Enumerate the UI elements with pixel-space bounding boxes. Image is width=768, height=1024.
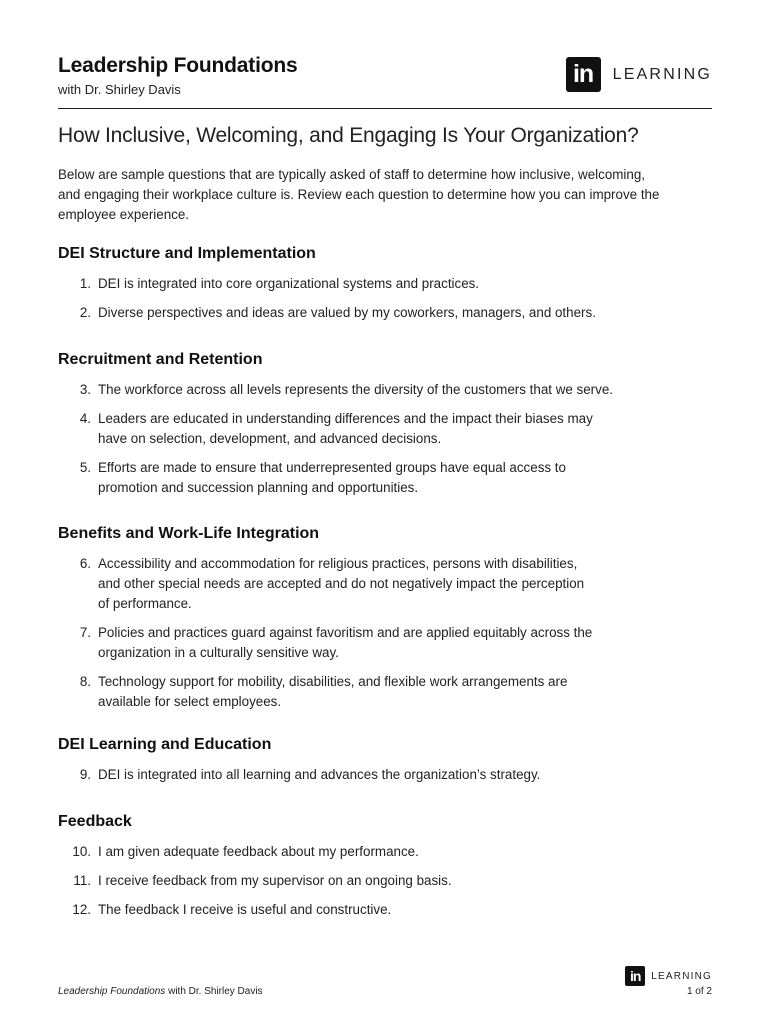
question-text: I receive feedback from my supervisor on an ongoing basis.: [98, 873, 452, 888]
question-number: 10.: [72, 844, 91, 859]
page-number: 1 of 2: [686, 986, 712, 997]
logo-wordmark: LEARNING: [651, 970, 712, 982]
footer-course-credit: [58, 986, 263, 997]
question-text: The workforce across all levels represents the diversity of the customers that we serve.: [98, 382, 614, 397]
section-feedback: [58, 813, 712, 929]
question-text: Efforts are made to ensure that underrepresented groups have equal access to promotion and succession planning and opportunities.: [98, 460, 566, 495]
question-number: 4.: [79, 411, 91, 426]
section-dei-structure: [58, 245, 712, 332]
question-number: 12.: [72, 902, 91, 917]
question-item: [58, 409, 712, 449]
question-item: [58, 623, 712, 663]
section-benefits: [58, 525, 712, 721]
section-recruitment: [58, 351, 712, 507]
question-text: Leaders are educated in understanding differences and the impact their biases may have on selection, development, and advanced decisions.: [98, 411, 593, 446]
question-item: [58, 458, 712, 498]
question-number: 1.: [79, 276, 91, 291]
question-item: [58, 842, 712, 862]
question-text: DEI is integrated into all learning and advances the organization’s strategy.: [98, 767, 541, 782]
instructor-line: with Dr. Shirley Davis: [58, 82, 181, 97]
question-number: 2.: [79, 305, 91, 320]
section-heading: DEI Learning and Education: [58, 736, 272, 753]
logo-wordmark: LEARNING: [612, 65, 712, 83]
question-number: 9.: [79, 767, 91, 782]
course-title: Leadership Foundations: [58, 54, 298, 77]
question-number: 11.: [73, 873, 91, 888]
page-title: How Inclusive, Welcoming, and Engaging Is Your Organization?: [58, 124, 639, 147]
question-text: Policies and practices guard against favoritism and are applied equitably across the organization in a culturally sensitive way.: [98, 625, 593, 660]
question-item: [58, 274, 712, 294]
linkedin-in-icon: in: [566, 57, 601, 92]
question-text: The feedback I receive is useful and constructive.: [98, 902, 392, 917]
footer-course-title: Leadership Foundations: [58, 986, 166, 997]
question-text: Diverse perspectives and ideas are valued by my coworkers, managers, and others.: [98, 305, 596, 320]
question-text: I am given adequate feedback about my performance.: [98, 844, 419, 859]
question-text: Accessibility and accommodation for religious practices, persons with disabilities, and other special needs are accepted and do not negatively impact the perception of performance.: [98, 556, 585, 611]
linkedin-learning-logo: [566, 57, 712, 92]
page-header: [58, 54, 712, 109]
footer-linkedin-learning-logo: [625, 966, 712, 986]
question-number: 3.: [79, 382, 91, 397]
question-item: [58, 871, 712, 891]
linkedin-in-icon: in: [625, 966, 645, 986]
section-heading: Recruitment and Retention: [58, 351, 263, 368]
section-dei-learning: [58, 736, 712, 794]
section-heading: Feedback: [58, 813, 132, 830]
footer-instructor: with Dr. Shirley Davis: [165, 986, 263, 997]
question-item: [58, 672, 712, 712]
question-number: 5.: [79, 460, 91, 475]
question-item: [58, 303, 712, 323]
question-number: 8.: [79, 674, 91, 689]
question-text: Technology support for mobility, disabilities, and flexible work arrangements are available for select employees.: [98, 674, 568, 709]
section-heading: DEI Structure and Implementation: [58, 245, 316, 262]
intro-paragraph: Below are sample questions that are typically asked of staff to determine how inclusive, welcoming, and engaging their workplace culture is. Review each question to determine how you can improve the employee experience.: [58, 167, 660, 222]
section-heading: Benefits and Work-Life Integration: [58, 525, 320, 542]
question-item: [58, 900, 712, 920]
question-number: 7.: [79, 625, 91, 640]
question-number: 6.: [79, 556, 91, 571]
question-item: [58, 380, 712, 400]
question-text: DEI is integrated into core organizational systems and practices.: [98, 276, 480, 291]
question-item: [58, 765, 712, 785]
question-item: [58, 554, 712, 614]
